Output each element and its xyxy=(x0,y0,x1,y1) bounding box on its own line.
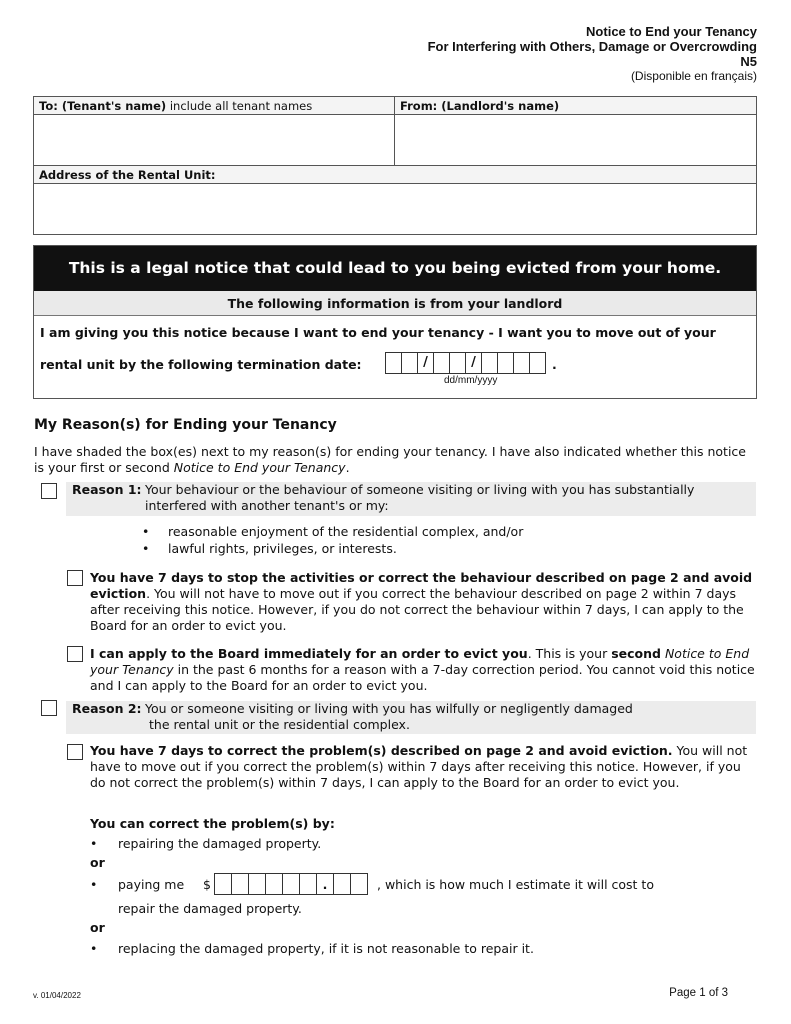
date-digit[interactable] xyxy=(481,352,498,374)
amount-digit[interactable] xyxy=(282,873,300,895)
landlord-name-field[interactable] xyxy=(395,115,756,166)
amount-field[interactable] xyxy=(215,873,368,895)
reason1-option2-text: I can apply to the Board immediately for an order to evict you. This is your second Notice to End your Tenancy in the past 6 months for a reason with a 7-day correction period. You cannot void this notice and I can apply to the Board for an order to evict you. xyxy=(90,646,755,693)
reason1-text-line2: interfered with another tenant's or my: xyxy=(145,498,389,513)
reason1-text-line1: Your behaviour or the behaviour of someone visiting or living with you has substantially xyxy=(145,482,695,497)
reasons-intro: I have shaded the box(es) next to my reason(s) for ending your tenancy. I have also indicated whether this notice is your first or second Notice to End your Tenancy. xyxy=(34,444,746,475)
amount-digit[interactable] xyxy=(248,873,266,895)
date-digit[interactable] xyxy=(385,352,402,374)
date-separator: / xyxy=(417,352,434,374)
reason1-checkbox[interactable] xyxy=(41,483,57,499)
date-digit[interactable] xyxy=(433,352,450,374)
tenant-name-field[interactable] xyxy=(34,115,394,166)
form-header xyxy=(428,24,757,84)
termination-statement-line2: rental unit by the following termination date: xyxy=(40,357,362,372)
date-digit[interactable] xyxy=(513,352,530,374)
reason1-option1-checkbox[interactable] xyxy=(67,570,83,586)
amount-digit[interactable] xyxy=(265,873,283,895)
reason2-label: Reason 2: xyxy=(72,701,142,716)
list-item: • lawful rights, privileges, or interests. xyxy=(140,540,523,557)
landlord-info-heading: The following information is from your landlord xyxy=(34,291,756,316)
french-availability: (Disponible en français) xyxy=(630,69,757,83)
reason2-option-text: You have 7 days to correct the problem(s) described on page 2 and avoid eviction. You will not have to move out if you correct the problem(s) within 7 days after receiving this notice. However, if you do not correct the problem(s) within 7 days, I can apply to the Board for an order to evict you. xyxy=(90,743,748,790)
date-period: . xyxy=(552,357,557,372)
amount-digit[interactable] xyxy=(231,873,249,895)
amount-decimal: . xyxy=(316,873,334,895)
reason1-option2-checkbox[interactable] xyxy=(67,646,83,662)
date-digit[interactable] xyxy=(529,352,546,374)
from-label: From: (Landlord's name) xyxy=(395,97,756,115)
legal-banner: This is a legal notice that could lead to you being evicted from your home. xyxy=(34,246,756,291)
date-format-hint: dd/mm/yyyy xyxy=(444,375,498,386)
form-title: Notice to End your Tenancy xyxy=(586,24,757,39)
reason1-option1-text: You have 7 days to stop the activities or correct the behaviour described on page 2 and avoid eviction. You will not have to move out if you correct the behaviour described on page 2 within 7 days after receiving this notice. However, if you do not correct the behaviour within 7 days, I can apply to the Board for an order to evict you. xyxy=(90,570,753,633)
reason1-bullets xyxy=(140,523,523,557)
to-label: To: (Tenant's name) include all tenant names xyxy=(34,97,394,115)
legal-notice-box xyxy=(33,245,757,399)
reason1-label: Reason 1: xyxy=(72,482,142,497)
reason2-text-line2: the rental unit or the residential complex. xyxy=(149,717,410,732)
list-item: • reasonable enjoyment of the residential complex, and/or xyxy=(140,523,523,540)
reason2-text-line1: You or someone visiting or living with you has wilfully or negligently damaged xyxy=(145,701,633,716)
form-code: N5 xyxy=(740,54,757,69)
date-digit[interactable] xyxy=(497,352,514,374)
reason2-bar xyxy=(66,701,756,734)
amount-digit[interactable] xyxy=(214,873,232,895)
amount-digit[interactable] xyxy=(299,873,317,895)
date-digit[interactable] xyxy=(401,352,418,374)
correct-heading: You can correct the problem(s) by: xyxy=(90,816,335,831)
reason2-checkbox[interactable] xyxy=(41,700,57,716)
or-label: or xyxy=(90,855,105,870)
reason1-bar xyxy=(66,482,756,516)
or-label: or xyxy=(90,920,105,935)
amount-digit[interactable] xyxy=(333,873,351,895)
termination-statement-line1: I am giving you this notice because I want to end your tenancy - I want you to move out of your xyxy=(40,325,716,340)
rental-address-field[interactable] xyxy=(34,184,756,234)
form-subtitle: For Interfering with Others, Damage or Overcrowding xyxy=(427,39,757,54)
date-digit[interactable] xyxy=(449,352,466,374)
parties-table xyxy=(33,96,757,235)
dollar-sign: $ xyxy=(203,877,211,892)
amount-digit[interactable] xyxy=(350,873,368,895)
reason2-option-checkbox[interactable] xyxy=(67,744,83,760)
reasons-heading: My Reason(s) for Ending your Tenancy xyxy=(34,417,337,433)
version-label: v. 01/04/2022 xyxy=(33,991,81,1000)
address-label: Address of the Rental Unit: xyxy=(34,166,756,184)
page-number: Page 1 of 3 xyxy=(669,987,728,999)
date-separator: / xyxy=(465,352,482,374)
